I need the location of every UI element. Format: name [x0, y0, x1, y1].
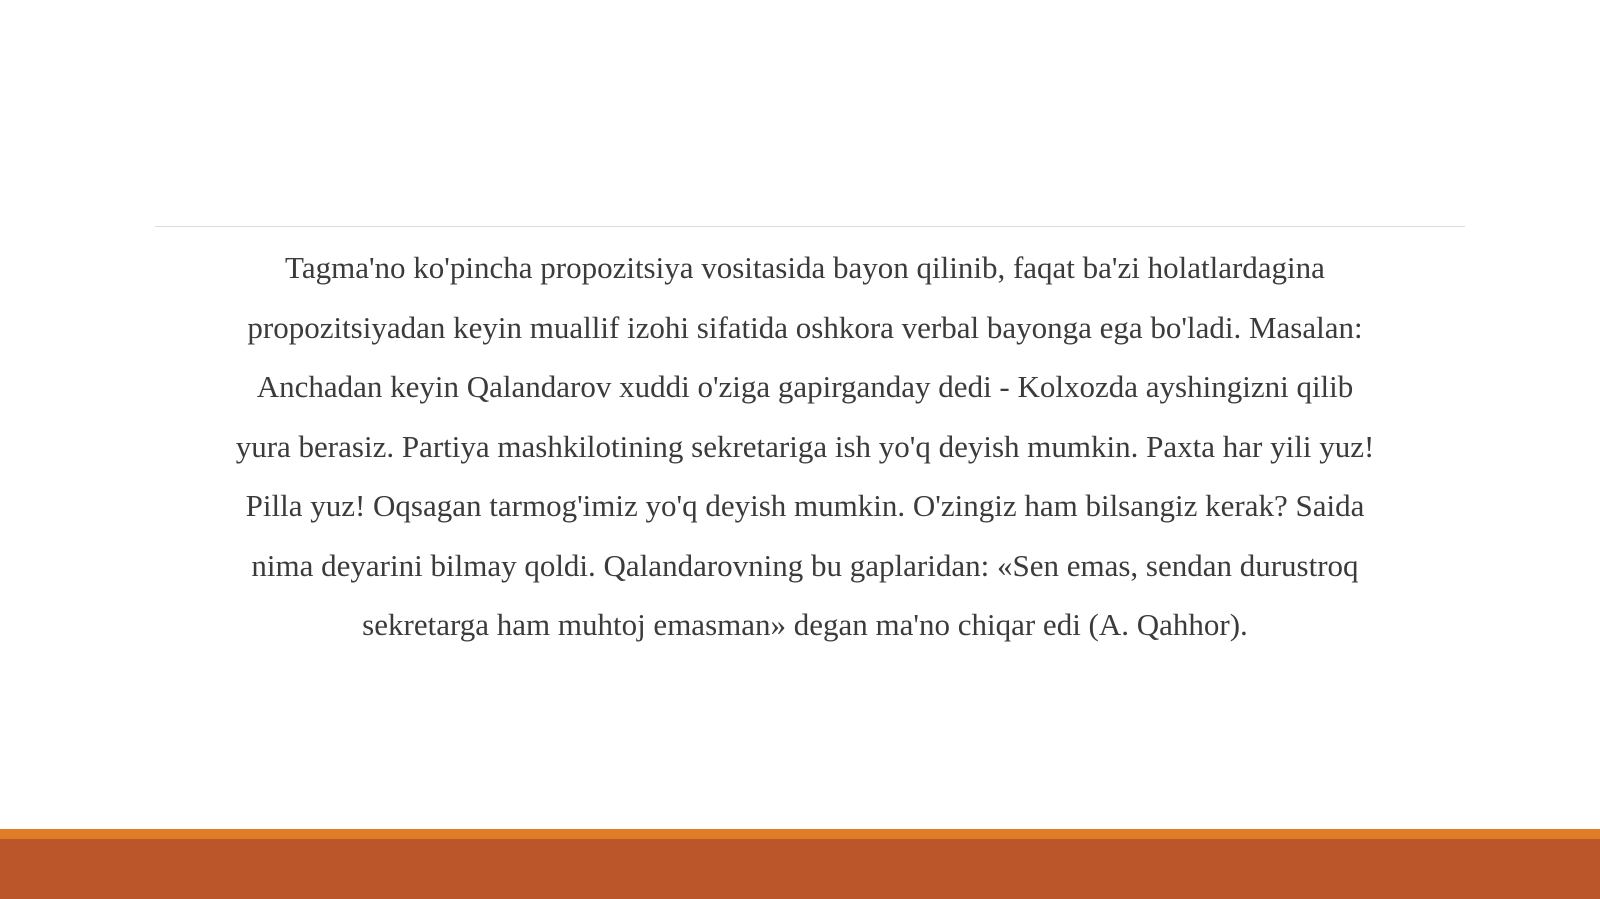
- footer-accent-stripe: [0, 829, 1600, 839]
- footer-band: [0, 839, 1600, 899]
- slide-body-text: Tagma'no ko'pincha propozitsiya vositasida bayon qilinib, faqat ba'zi holatlardagina propozitsiyadan keyin muallif izohi sifatida oshkora verbal bayonga ega bo'ladi. Masalan: Anchadan keyin Qalandarov xuddi o'ziga gapirganday dedi - Kolxozda ayshingizni qilib yura berasiz. Partiya mashkilotining sekretariga ish yo'q deyish mumkin. Paxta har yili yuz! Pilla yuz! Oqsagan tarmog'imiz yo'q deyish mumkin. O'zingiz ham bilsangiz kerak? Saida nima deyarini bilmay qoldi. Qalandarovning bu gaplaridan: «Sen emas, sendan durustroq sekretarga ham muhtoj emasman» degan ma'no chiqar edi (A. Qahhor).: [235, 250, 1375, 642]
- title-divider: [155, 226, 1465, 227]
